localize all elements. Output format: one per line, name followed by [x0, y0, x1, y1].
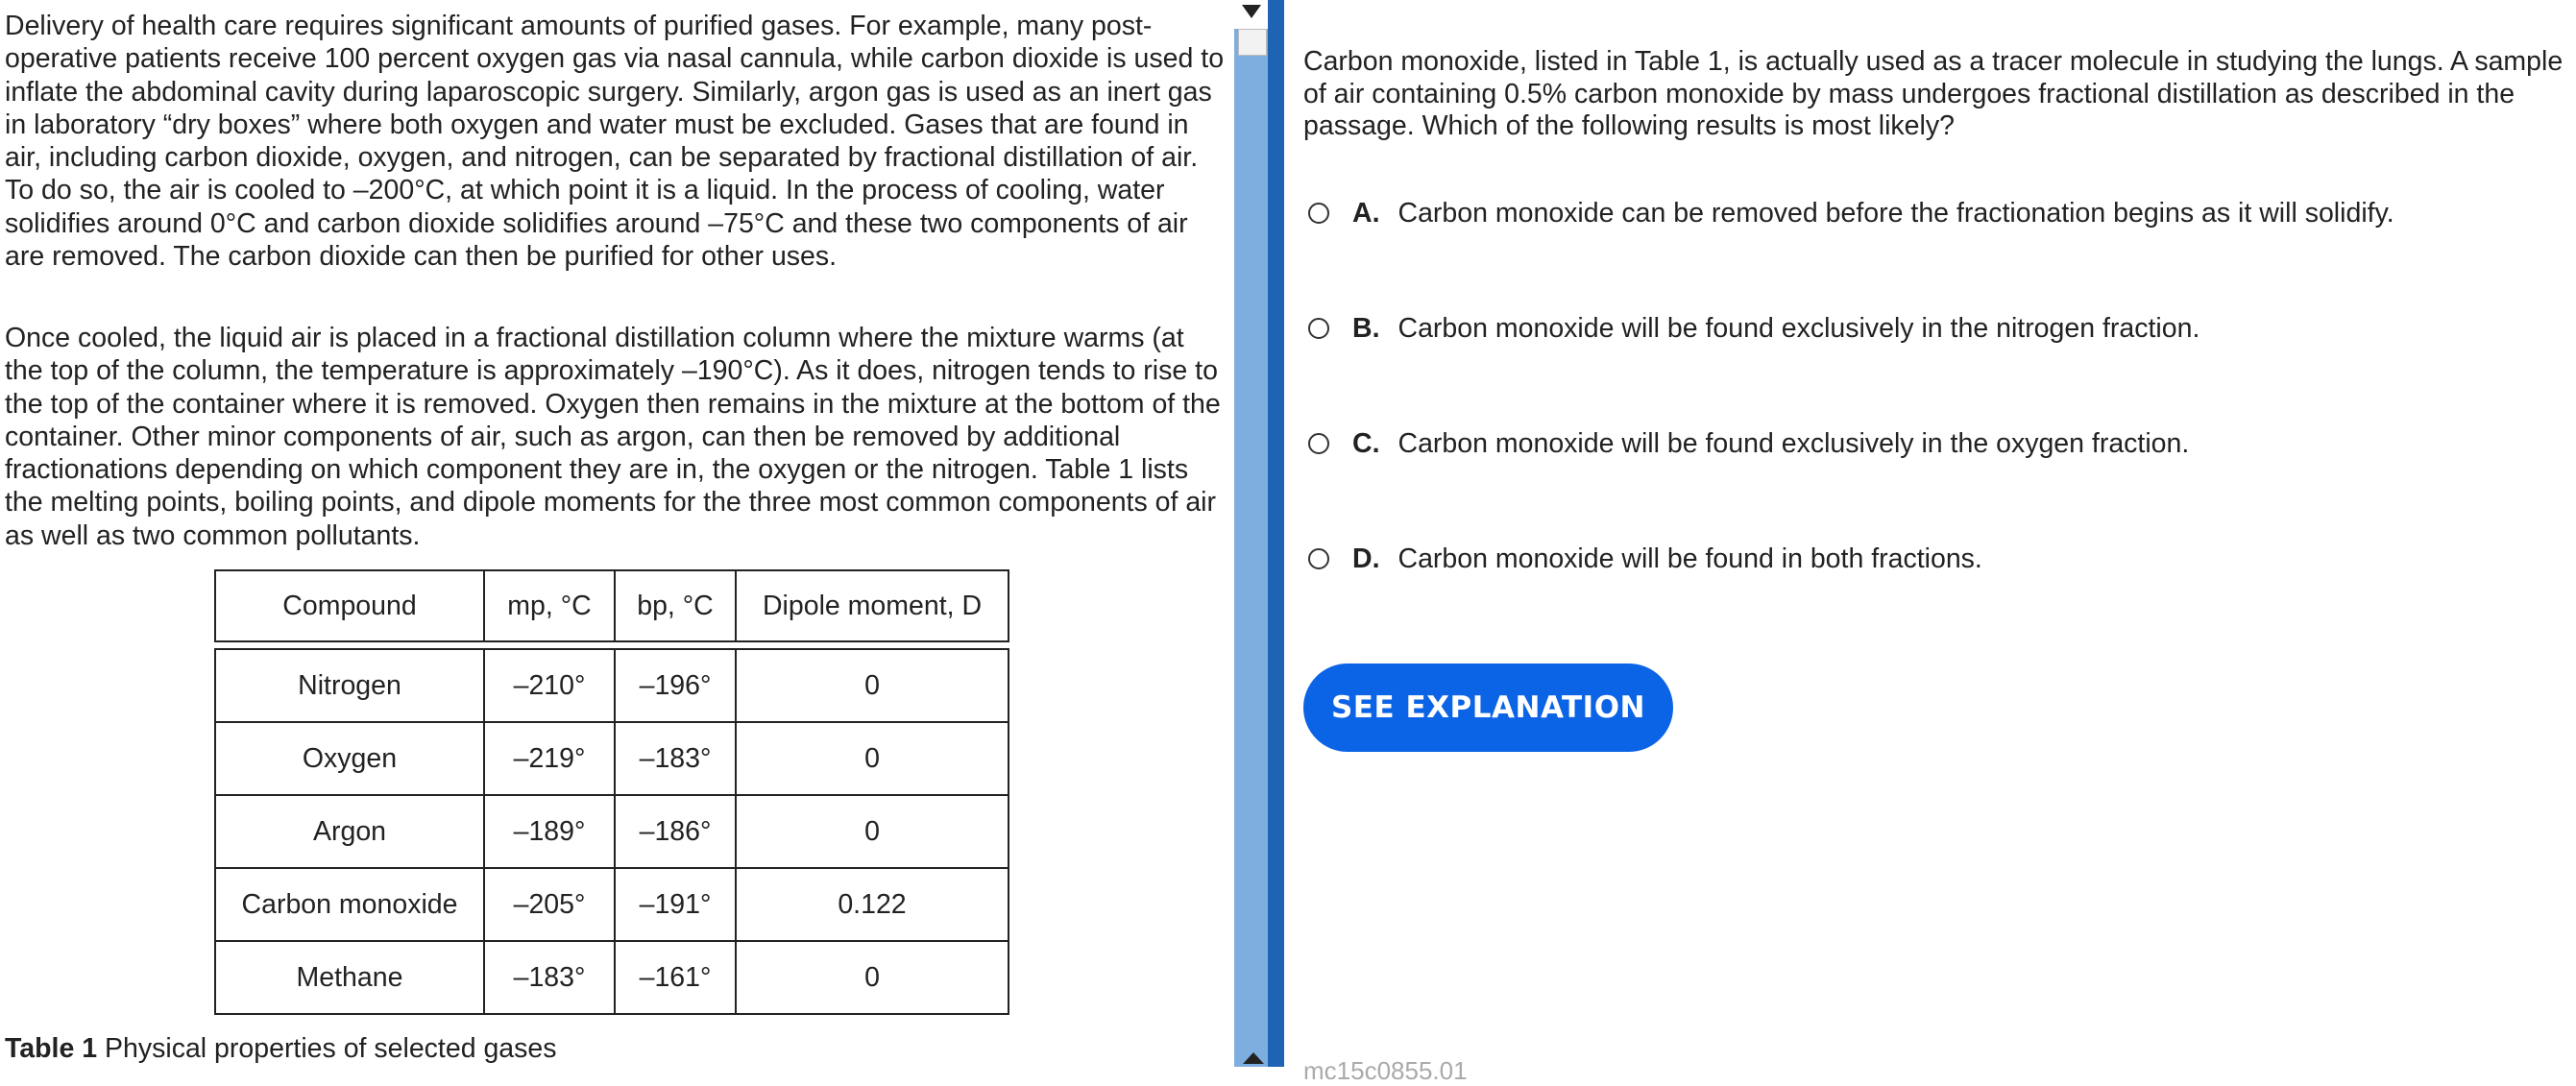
table-cell: Oxygen: [215, 722, 484, 795]
table-cell: 0: [736, 722, 1009, 795]
question-stem: Carbon monoxide, listed in Table 1, is actually used as a tracer molecule in studying the lungs. A sample of air containing 0.5% carbon monoxide by mass undergoes fractional distillation as described in the passage. Which of the following results is most likely?: [1303, 46, 2564, 141]
table-cell: –191°: [615, 868, 736, 941]
table-separator: [215, 641, 1009, 649]
radio-unchecked-icon[interactable]: [1308, 318, 1329, 339]
table-header-cell: bp, °C: [615, 570, 736, 641]
radio-unchecked-icon[interactable]: [1308, 548, 1329, 569]
table-cell: Argon: [215, 795, 484, 868]
see-explanation-button[interactable]: SEE EXPLANATION: [1303, 664, 1673, 752]
table-cell: –183°: [484, 941, 615, 1014]
table-row: [215, 868, 1009, 941]
answer-choice-b[interactable]: [1308, 309, 2199, 348]
table-row: [215, 795, 1009, 868]
table-cell: 0.122: [736, 868, 1009, 941]
choice-letter: D.: [1352, 543, 1380, 574]
table-caption-text: Physical properties of selected gases: [97, 1033, 557, 1064]
pane-divider-edge: [1268, 0, 1284, 1067]
radio-unchecked-icon[interactable]: [1308, 203, 1329, 224]
passage-pane[interactable]: [0, 0, 1234, 1067]
choice-text: Carbon monoxide will be found exclusively in the nitrogen fraction.: [1397, 312, 2200, 344]
answer-choice-a[interactable]: [1308, 194, 2394, 232]
table-caption-label: Table 1: [5, 1033, 98, 1064]
table-row: [215, 649, 1009, 722]
choice-text: Carbon monoxide will be found exclusively in the oxygen fraction.: [1397, 427, 2190, 459]
table-cell: Methane: [215, 941, 484, 1014]
table-cell: –210°: [484, 649, 615, 722]
caret-down-icon: [1242, 5, 1261, 18]
table-header-cell: mp, °C: [484, 570, 615, 641]
table-cell: –186°: [615, 795, 736, 868]
table-cell: 0: [736, 941, 1009, 1014]
table-cell: –161°: [615, 941, 736, 1014]
table-cell: –219°: [484, 722, 615, 795]
choice-letter: C.: [1352, 427, 1380, 459]
properties-table: [214, 569, 1009, 1015]
caret-up-icon: [1243, 1052, 1264, 1064]
choice-text: Carbon monoxide can be removed before the fractionation begins as it will solidify.: [1397, 197, 2394, 229]
table-header-cell: Dipole moment, D: [736, 570, 1009, 641]
table-row: [215, 941, 1009, 1014]
table-row: [215, 722, 1009, 795]
scroll-up-button[interactable]: [1234, 0, 1268, 29]
table-cell: –189°: [484, 795, 615, 868]
table-header-row: [215, 570, 1009, 641]
table-cell: 0: [736, 795, 1009, 868]
table-caption: [5, 1033, 557, 1065]
table-separator-cell: [215, 641, 1009, 649]
table-cell: –196°: [615, 649, 736, 722]
passage-paragraph-2: Once cooled, the liquid air is placed in a fractional distillation column where the mixture warms (at the top of the column, the temperature is approximately –190°C). As it does, nitrogen tends to rise to the top of the container where it is removed. Oxygen then remains in the mixture at the bottom of the container. Other minor components of air, such as argon, can then be removed by additional fractionations depending on which component they are in, the oxygen or the nitrogen. Table 1 lists the melting points, boiling points, and dipole moments for the three most common components of air as well as two common pollutants.: [5, 323, 1221, 551]
passage-paragraph-1: Delivery of health care requires significant amounts of purified gases. For example, many post-operative patients receive 100 percent oxygen gas via nasal cannula, while carbon dioxide is used to inflate the abdominal cavity during laparoscopic surgery. Similarly, argon gas is used as an inert gas in laboratory “dry boxes” where both oxygen and water must be excluded. Gases that are found in air, including carbon dioxide, oxygen, and nitrogen, can be separated by fractional distillation of air. To do so, the air is cooled to –200°C, at which point it is a liquid. In the process of cooling, water solidifies around 0°C and carbon dioxide solidifies around –75°C and these two components of air are removed. The carbon dioxide can then be purified for other uses.: [5, 11, 1225, 273]
table-cell: Nitrogen: [215, 649, 484, 722]
choice-letter: A.: [1352, 197, 1380, 229]
table-cell: –183°: [615, 722, 736, 795]
question-pane: [1284, 0, 2576, 1085]
scrollbar-thumb[interactable]: [1238, 29, 1267, 56]
choice-text: Carbon monoxide will be found in both fractions.: [1397, 543, 1982, 574]
answer-choice-d[interactable]: [1308, 540, 1982, 578]
table-cell: Carbon monoxide: [215, 868, 484, 941]
table-cell: 0: [736, 649, 1009, 722]
answer-choice-c[interactable]: [1308, 424, 2189, 463]
choice-letter: B.: [1352, 312, 1380, 344]
table-cell: –205°: [484, 868, 615, 941]
radio-unchecked-icon[interactable]: [1308, 433, 1329, 454]
table-header-cell: Compound: [215, 570, 484, 641]
question-id: mc15c0855.01: [1303, 1056, 1468, 1085]
